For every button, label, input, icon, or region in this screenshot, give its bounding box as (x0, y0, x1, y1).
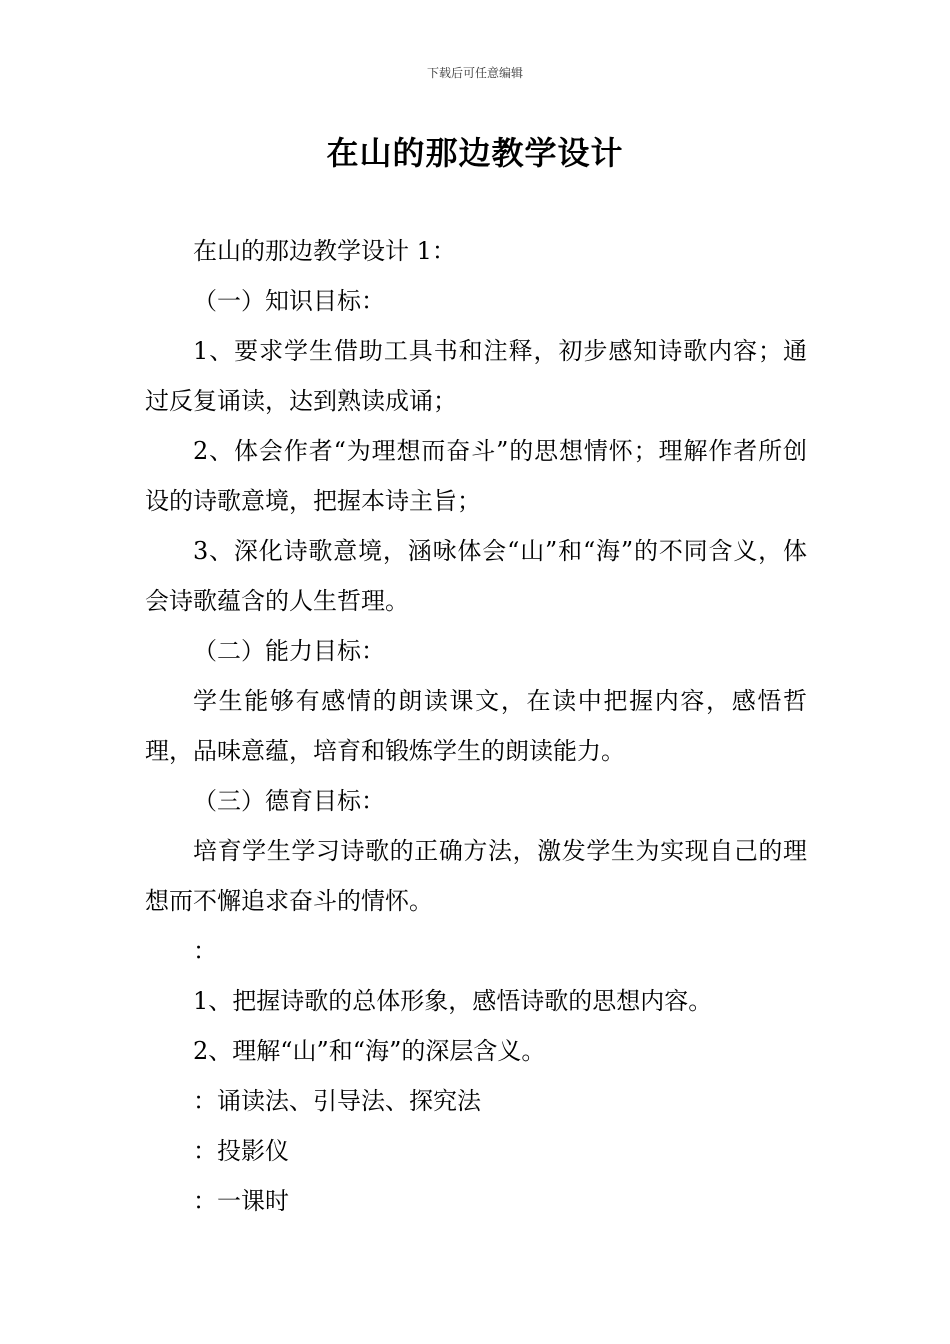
paragraph-knowledge-2: 2、体会作者“为理想而奋斗”的思想情怀；理解作者所创设的诗歌意境，把握本诗主旨； (145, 437, 807, 515)
paragraph-intro: 在山的那边教学设计 1： (193, 237, 456, 265)
paragraph-moral-heading: （三）德育目标： (193, 787, 385, 815)
paragraph-moral-content: 培育学生学习诗歌的正确方法，激发学生为实现自己的理想而不懈追求奋斗的情怀。 (145, 837, 807, 915)
paragraph-duration: ：一课时 (193, 1187, 289, 1215)
header-note: 下载后可任意编辑 (426, 66, 523, 80)
paragraph-ability-content: 学生能够有感情的朗读课文，在读中把握内容，感悟哲理，品味意蕴，培育和锻炼学生的朗读能力。 (145, 687, 807, 765)
document-title: 在山的那边教学设计 (326, 134, 624, 172)
paragraph-tools: ：投影仪 (193, 1137, 289, 1165)
paragraph-key-point-1: 1、把握诗歌的总体形象，感悟诗歌的思想内容。 (193, 987, 713, 1015)
paragraph-key-point-2: 2、理解“山”和“海”的深层含义。 (193, 1037, 546, 1065)
paragraph-methods: ：诵读法、引导法、探究法 (193, 1087, 481, 1115)
paragraph-knowledge-1: 1、要求学生借助工具书和注释，初步感知诗歌内容；通过反复诵读，达到熟读成诵； (145, 337, 807, 415)
paragraph-colon-line: ： (193, 937, 217, 965)
paragraph-ability-heading: （二）能力目标： (193, 637, 385, 665)
paragraph-knowledge-heading: （一）知识目标： (193, 287, 385, 315)
paragraph-knowledge-3: 3、深化诗歌意境，涵咏体会“山”和“海”的不同含义，体会诗歌蕴含的人生哲理。 (145, 537, 807, 615)
document-body (145, 226, 807, 1226)
